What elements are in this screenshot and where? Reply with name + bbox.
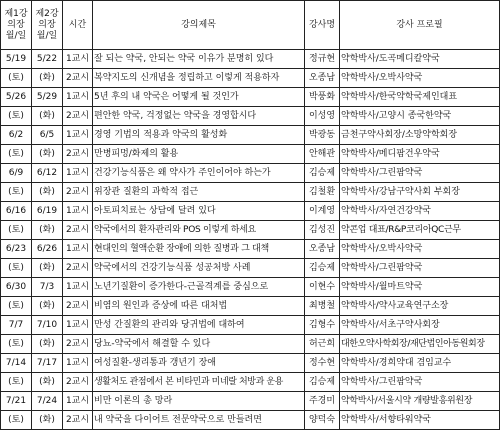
table-row [1,202,500,221]
table-row [1,240,500,259]
lecture-title-cell: 복약지도의 신개념을 정립하고 이렇게 적용하자 [93,69,305,88]
profile-cell: 약학박사/한국약학국제인대표 [340,88,500,107]
speaker-cell: 박풍화 [305,88,340,107]
speaker-cell: 이현수 [305,278,340,297]
profile-cell: 약학박사/오박사약국 [340,69,500,88]
speaker-cell: 오종남 [305,69,340,88]
header-time: 시간 [63,1,93,50]
table-row [1,297,500,316]
time-cell: 2교시 [63,69,93,88]
profile-cell: 약학박사/서울시약 개량발흥위원장 [340,392,500,411]
lecture-title-cell: 위장관 질환의 과학적 접근 [93,183,305,202]
lecture-title-cell: 5년 후의 내 약국은 어떻게 될 것인가 [93,88,305,107]
lecture-title-cell: 만병피멍/화제의 활용 [93,145,305,164]
date2-cell: 7/10 [32,316,63,335]
date2-cell: (화) [32,145,63,164]
profile-cell: 약학박사/고양시 종국한약국 [340,107,500,126]
date1-cell: 7/14 [1,354,32,373]
header-row [1,1,500,50]
date1-cell: 5/19 [1,50,32,69]
date1-cell: 7/7 [1,316,32,335]
date2-cell: 7/24 [32,392,63,411]
speaker-cell: 정규현 [305,50,340,69]
table-row [1,259,500,278]
header-speaker: 강사명 [305,1,340,50]
date2-cell: (화) [32,373,63,392]
lecture-title-cell: 경영 기법의 적용과 약국의 활성화 [93,126,305,145]
date1-cell: (토) [1,297,32,316]
speaker-cell: 양덕숙 [305,411,340,430]
time-cell: 1교시 [63,278,93,297]
lecture-title-cell: 여성질환-생리통과 갱년기 장애 [93,354,305,373]
date2-cell: 6/26 [32,240,63,259]
lecture-title-cell: 만성 간질환의 관리와 당귀법에 대하여 [93,316,305,335]
lecture-title-cell: 약국에서의 환자관리와 POS 이렇게 하세요 [93,221,305,240]
speaker-cell: 최병철 [305,297,340,316]
time-cell: 2교시 [63,411,93,430]
table-row [1,411,500,430]
table-row [1,164,500,183]
header-profile: 강사 프로필 [340,1,500,50]
date1-cell: (토) [1,183,32,202]
date2-cell: (화) [32,221,63,240]
lecture-title-cell: 비만 이론의 총 망라 [93,392,305,411]
lecture-title-cell: 비염의 원인과 증상에 따른 대처법 [93,297,305,316]
time-cell: 1교시 [63,126,93,145]
speaker-cell: 김형수 [305,316,340,335]
table-row [1,316,500,335]
profile-cell: 약학박사/그린팜약국 [340,259,500,278]
speaker-cell: 허근희 [305,335,340,354]
table-row [1,221,500,240]
table-row [1,373,500,392]
profile-cell: 대한오약사학회장/재단법인아동원회장 [340,335,500,354]
profile-cell: 약학박사/약사교육연구소장 [340,297,500,316]
date2-cell: (화) [32,69,63,88]
profile-cell: 약학박사/월마트약국 [340,278,500,297]
profile-cell: 약학박사/오박사약국 [340,240,500,259]
profile-cell: 약학박사/경희약대 겸임교수 [340,354,500,373]
profile-cell: 약학박사/서초구약사회장 [340,316,500,335]
profile-cell: 약학박사/자연건강약국 [340,202,500,221]
profile-cell: 약학박사/그린팜약국 [340,164,500,183]
date2-cell: (화) [32,183,63,202]
time-cell: 1교시 [63,316,93,335]
date1-cell: (토) [1,373,32,392]
date1-cell: (토) [1,107,32,126]
profile-cell: 금천구약사회장/소망약학회장 [340,126,500,145]
date2-cell: 7/3 [32,278,63,297]
table-row [1,392,500,411]
table-row [1,145,500,164]
lecture-title-cell: 잘 되는 약국, 안되는 약국 이유가 분명히 있다 [93,50,305,69]
date1-cell: 6/23 [1,240,32,259]
table-row [1,88,500,107]
time-cell: 1교시 [63,202,93,221]
table-row [1,278,500,297]
header-date1: 제1강 의장 월/일 [1,1,32,50]
speaker-cell: 이계영 [305,202,340,221]
lecture-title-cell: 생활처도 관점에서 본 비타민과 미네랄 처방과 운용 [93,373,305,392]
profile-cell: 약학박사/메디팜건우약국 [340,145,500,164]
date1-cell: (토) [1,221,32,240]
table-row [1,50,500,69]
time-cell: 2교시 [63,145,93,164]
time-cell: 2교시 [63,183,93,202]
date1-cell: 6/16 [1,202,32,221]
speaker-cell: 김승제 [305,373,340,392]
time-cell: 2교시 [63,259,93,278]
speaker-cell: 정수현 [305,354,340,373]
time-cell: 1교시 [63,164,93,183]
time-cell: 1교시 [63,50,93,69]
date2-cell: 5/29 [32,88,63,107]
date1-cell: (토) [1,259,32,278]
table-row [1,69,500,88]
time-cell: 2교시 [63,107,93,126]
date2-cell: (화) [32,297,63,316]
date2-cell: (화) [32,259,63,278]
speaker-cell: 김성진 [305,221,340,240]
lecture-title-cell: 건강기능식품은 왜 약사가 주인이어야 하는가 [93,164,305,183]
date1-cell: 6/2 [1,126,32,145]
time-cell: 2교시 [63,221,93,240]
speaker-cell: 이성영 [305,107,340,126]
date1-cell: (토) [1,69,32,88]
date2-cell: (화) [32,107,63,126]
date1-cell: (토) [1,411,32,430]
profile-cell: 약학박사/서향타워약국 [340,411,500,430]
table-row [1,354,500,373]
profile-cell: 약학박사/도곡메디칼약국 [340,50,500,69]
speaker-cell: 박광동 [305,126,340,145]
speaker-cell: 오종남 [305,240,340,259]
date2-cell: 7/17 [32,354,63,373]
lecture-title-cell: 노년기질환이 증가한다-근골격계를 중심으로 [93,278,305,297]
date1-cell: (토) [1,335,32,354]
date2-cell: 6/19 [32,202,63,221]
table-row [1,335,500,354]
time-cell: 1교시 [63,240,93,259]
date2-cell: 5/22 [32,50,63,69]
time-cell: 2교시 [63,335,93,354]
profile-cell: 약학박사/강남구약사회 부회장 [340,183,500,202]
profile-cell: 약학박사/그린팜약국 [340,373,500,392]
date1-cell: 6/9 [1,164,32,183]
lecture-title-cell: 아토피치료는 상담에 달려 있다 [93,202,305,221]
time-cell: 1교시 [63,354,93,373]
speaker-cell: 김승제 [305,259,340,278]
date1-cell: 6/30 [1,278,32,297]
lecture-title-cell: 내 약국을 다이어트 전문약국으로 만들려면 [93,411,305,430]
table-row [1,126,500,145]
speaker-cell: 김철환 [305,183,340,202]
lecture-title-cell: 현대인의 혈액순환 장애에 의한 질병과 그 대책 [93,240,305,259]
date2-cell: (화) [32,335,63,354]
speaker-cell: 주경미 [305,392,340,411]
date1-cell: 7/21 [1,392,32,411]
lecture-title-cell: 편안한 약국, 걱정없는 약국을 경영합시다 [93,107,305,126]
date1-cell: 5/26 [1,88,32,107]
time-cell: 2교시 [63,297,93,316]
header-title: 강의제목 [93,1,305,50]
date1-cell: (토) [1,145,32,164]
lecture-title-cell: 약국에서의 건강기능식품 성공처방 사례 [93,259,305,278]
time-cell: 2교시 [63,373,93,392]
table-row [1,107,500,126]
header-date2: 제2강 의장 월/일 [32,1,63,50]
date2-cell: (화) [32,411,63,430]
table-row [1,183,500,202]
time-cell: 1교시 [63,392,93,411]
lecture-title-cell: 당뇨-약국에서 해결할 수 있다 [93,335,305,354]
date2-cell: 6/12 [32,164,63,183]
speaker-cell: 김승제 [305,164,340,183]
date2-cell: 6/5 [32,126,63,145]
speaker-cell: 안해관 [305,145,340,164]
profile-cell: 약콘업 대표/R&P코리아QC근무 [340,221,500,240]
time-cell: 1교시 [63,88,93,107]
